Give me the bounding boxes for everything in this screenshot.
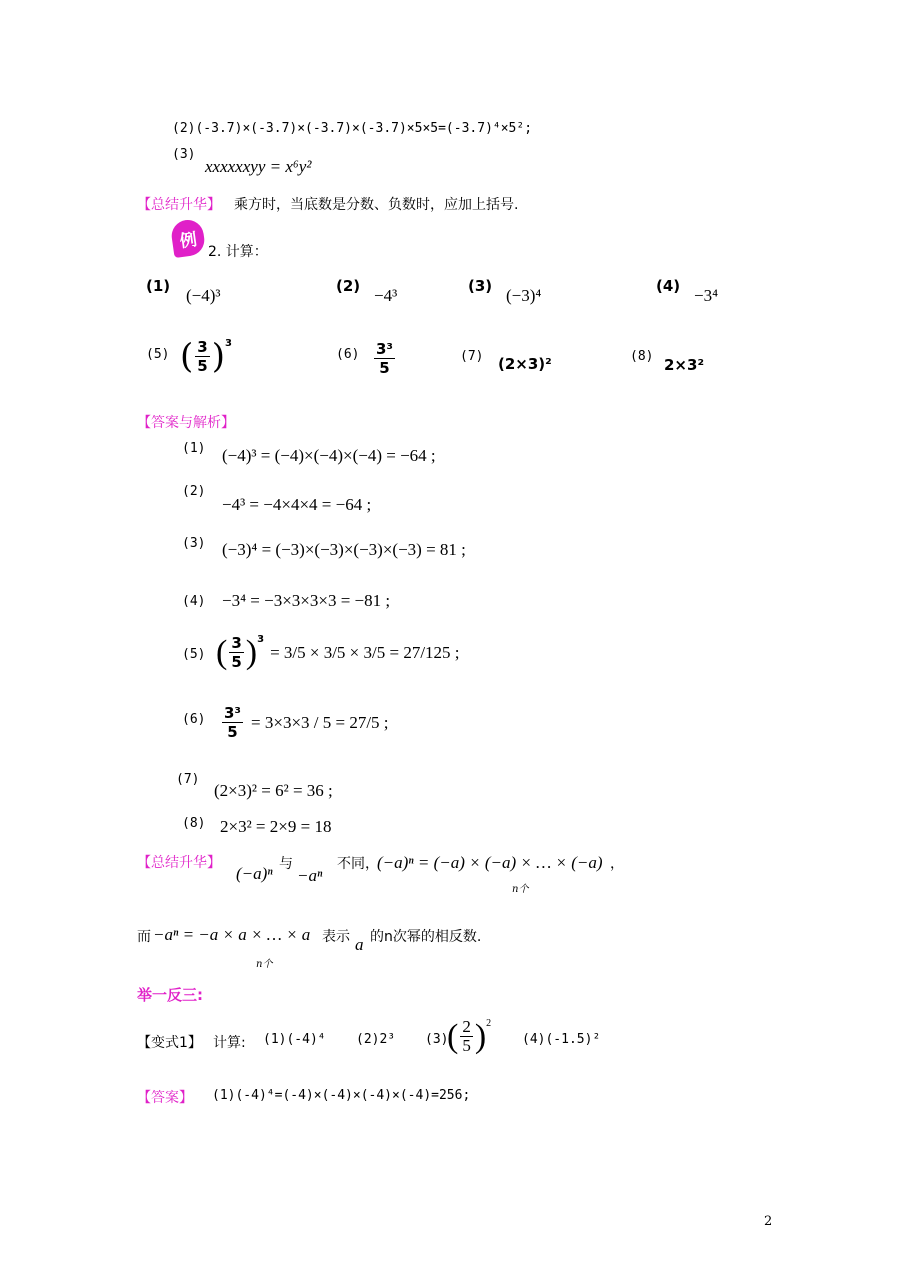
answer-5-label: (5) — [182, 647, 206, 662]
negation-prefix: 而 — [137, 929, 151, 945]
problem-7: (2×3)² — [498, 355, 552, 373]
summary2-expr2: −aⁿ — [297, 866, 323, 885]
answer-5: ( $\frac{3}{5}$ ) $^3$ = 3/5 × 3/5 × 3/5 = 27/125 ; — [216, 633, 460, 671]
problem-6: $\frac{\text{3³}}{5}$ — [376, 340, 394, 377]
answer-8-label: (8) — [182, 816, 206, 831]
answer-7: (2×3)² = 6² = 36 ; — [214, 781, 333, 800]
answer-4-label: (4) — [182, 594, 206, 609]
solution-line-3-math: xxxxxxyy = x⁶y² — [205, 157, 312, 176]
variant-label: 计算: — [213, 1035, 246, 1051]
answer-1-label: (1) — [182, 441, 206, 456]
variant-item-4: (4)(-1.5)² — [522, 1032, 601, 1047]
answer-1: (−4)³ = (−4)×(−4)×(−4) = −64 ; — [222, 446, 436, 465]
summary2-comma: ， — [610, 856, 624, 872]
solution-line-2: (2)(-3.7)×(-3.7)×(-3.7)×(-3.7)×5×5=(-3.7)⁴×5²; — [172, 121, 533, 136]
problem-1-label: (1) — [146, 277, 171, 295]
example-badge-icon: 例 — [170, 218, 207, 258]
summary-tag: 【总结升华】 — [137, 197, 221, 213]
answer-7-label: (7) — [176, 772, 200, 787]
solution-line-3-label: (3) — [172, 147, 196, 162]
problem-1: (−4)³ — [186, 286, 221, 305]
answer-6-label: (6) — [182, 712, 206, 727]
summary2-count: n个 — [512, 884, 529, 895]
negation-count: n个 — [256, 959, 273, 970]
section-title: 举一反三: — [137, 986, 203, 1004]
variant-tag: 【变式1】 — [137, 1035, 202, 1051]
problem-4-label: (4) — [656, 277, 681, 295]
problem-3-label: (3) — [468, 277, 493, 295]
page-number: 2 — [764, 1214, 773, 1229]
answer-4: −3⁴ = −3×3×3×3 = −81 ; — [222, 591, 391, 610]
summary-text: 乘方时，当底数是分数、负数时，应加上括号. — [234, 197, 519, 213]
answer2-text: (1)(-4)⁴=(-4)×(-4)×(-4)×(-4)=256; — [212, 1088, 471, 1103]
negation-text1: 表示 — [322, 929, 350, 945]
problem-8: 2×3² — [664, 356, 705, 374]
answer2-tag: 【答案】 — [137, 1090, 193, 1106]
answer-2-label: (2) — [182, 484, 206, 499]
negation-expr: −aⁿ = −a × a × … × a — [153, 925, 311, 944]
problem-7-label: (7) — [460, 349, 484, 364]
example-heading: 2. 计算： — [208, 244, 268, 260]
negation-text2: 的n次幂的相反数. — [370, 929, 482, 945]
variant-item-2: (2)2³ — [356, 1032, 396, 1047]
answer-3: (−3)⁴ = (−3)×(−3)×(−3)×(−3) = 81 ; — [222, 540, 466, 559]
problem-2: −4³ — [374, 286, 398, 305]
problem-2-label: (2) — [336, 277, 361, 295]
problem-3: (−3)⁴ — [506, 286, 542, 305]
answers-tag: 【答案与解析】 — [137, 415, 235, 431]
answer-6: $\frac{\text{3³}}{5}$ = 3×3×3 / 5 = 27/5 ; — [224, 704, 389, 741]
answer-8: 2×3² = 2×9 = 18 — [220, 817, 332, 836]
variant-item-1: (1)(-4)⁴ — [263, 1032, 326, 1047]
negation-var: a — [355, 935, 364, 954]
summary2-expr1: (−a)ⁿ — [236, 864, 273, 883]
problem-8-label: (8) — [630, 349, 654, 364]
answer-2: −4³ = −4×4×4 = −64 ; — [222, 495, 372, 514]
variant-item-3-label: (3) — [425, 1032, 449, 1047]
problem-5: ( $\frac{3}{5}$ )$^3$ — [180, 336, 232, 377]
summary2-with: 与 — [279, 856, 293, 872]
summary2-differ: 不同， — [337, 856, 379, 872]
variant-item-3: ( $\frac{2}{5}$ ) $^2$ — [447, 1017, 492, 1055]
answer-3-label: (3) — [182, 536, 206, 551]
problem-5-label: (5) — [146, 347, 170, 362]
summary2-expr3: (−a)ⁿ = (−a) × (−a) × … × (−a) — [377, 853, 603, 872]
problem-6-label: (6) — [336, 347, 360, 362]
summary2-tag: 【总结升华】 — [137, 855, 221, 871]
problem-4: −3⁴ — [694, 286, 719, 305]
